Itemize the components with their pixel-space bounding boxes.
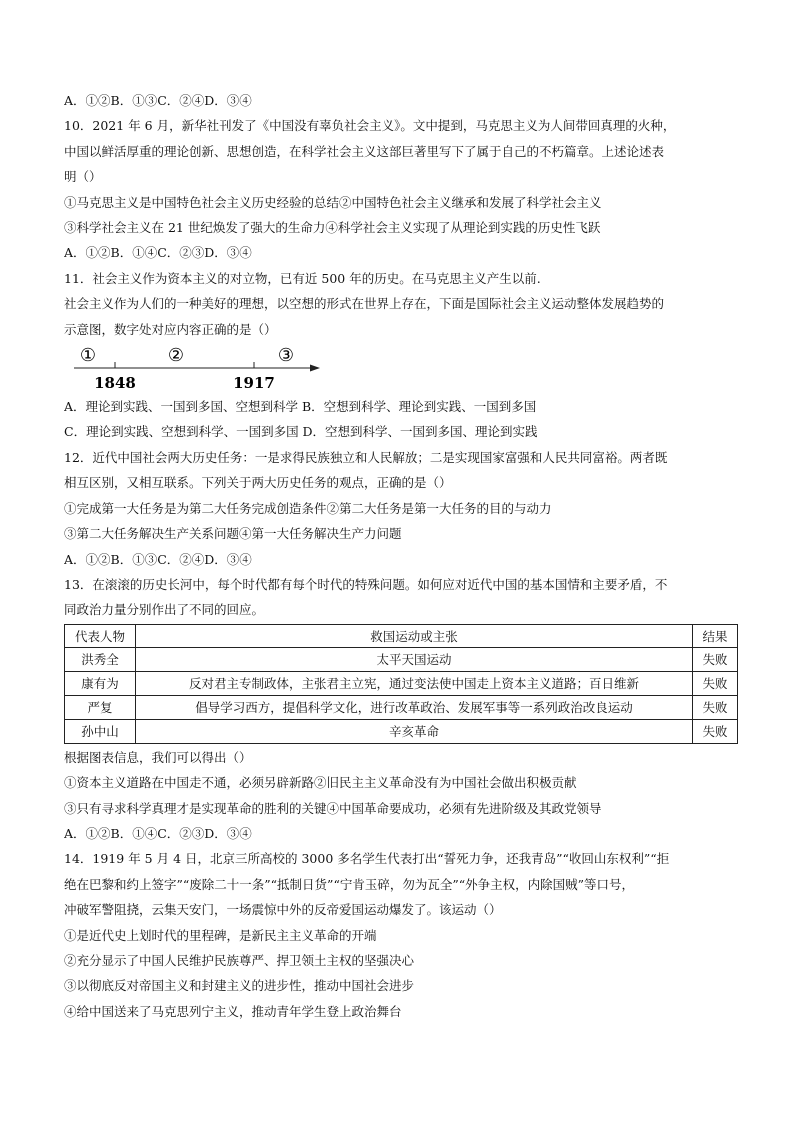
text-line: ③以彻底反对帝国主义和封建主义的进步性，推动中国社会进步 [64, 978, 415, 994]
table-header-cell: 结果 [693, 624, 738, 647]
table-cell: 洪秀全 [65, 647, 136, 671]
text-line: 13．在滚滚的历史长河中，每个时代都有每个时代的特殊问题。如何应对近代中国的基本国情和主要矛盾，不 [64, 576, 668, 592]
table-cell: 康有为 [65, 671, 136, 695]
history-table [64, 624, 738, 744]
table-row [65, 671, 738, 695]
text-line: 绝在巴黎和约上签字”“废除二十一条”“抵制日货”“宁肯玉碎，勿为瓦全”“外争主权，内除国贼”等口号， [64, 876, 635, 892]
table-cell: 孙中山 [65, 719, 136, 743]
table-row [65, 695, 738, 719]
text-line: 冲破军警阻挠，云集天安门，一场震惊中外的反帝爱国运动爆发了。该运动（） [64, 902, 502, 918]
table-header-cell: 救国运动或主张 [136, 624, 693, 647]
table-cell: 太平天国运动 [136, 647, 693, 671]
text-line: ①马克思主义是中国特色社会主义历史经验的总结②中国特色社会主义继承和发展了科学社会主义 [64, 194, 602, 210]
text-line: 中国以鲜活厚重的理论创新、思想创造，在科学社会主义这部巨著里写下了属于自己的不朽篇章。上述论述表 [64, 143, 665, 159]
text-line: ①完成第一大任务是为第二大任务完成创造条件②第二大任务是第一大任务的目的与动力 [64, 500, 552, 516]
text-line: A．①②B．①④C．②③D．③④ [64, 245, 252, 261]
timeline-arrowhead [310, 365, 320, 372]
timeline-marker-1: ① [79, 345, 97, 367]
text-line: 14．1919 年 5 月 4 日，北京三所高校的 3000 多名学生代表打出“誓死力争，还我青岛”“收回山东权利”“拒 [64, 851, 670, 867]
timeline-diagram [64, 342, 738, 394]
text-line: ④给中国送来了马克思列宁主义，推动青年学生登上政治舞台 [64, 1003, 402, 1019]
table-cell: 失败 [693, 695, 738, 719]
table-cell: 严复 [65, 695, 136, 719]
text-line: 相互区别，又相互联系。下列关于两大历史任务的观点，正确的是（） [64, 475, 452, 491]
text-block-top [64, 88, 738, 342]
timeline-marker-3: ③ [277, 345, 295, 367]
text-block-mid [64, 394, 738, 623]
text-line: A．理论到实践、一国到多国、空想到科学 B．空想到科学、理论到实践、一国到多国 [64, 399, 537, 415]
text-line: C．理论到实践、空想到科学、一国到多国 D．空想到科学、一国到多国、理论到实践 [64, 424, 538, 440]
text-line: 11．社会主义作为资本主义的对立物，已有近 500 年的历史。在马克思主义产生以前. [64, 270, 541, 286]
text-line: 同政治力量分别作出了不同的回应。 [64, 602, 265, 618]
table-header-cell: 代表人物 [65, 624, 136, 647]
timeline-svg [74, 342, 324, 394]
text-block-bottom [64, 745, 738, 1024]
text-line: ①资本主义道路在中国走不通，必须另辟新路②旧民主主义革命没有为中国社会做出积极贡献 [64, 775, 577, 791]
table-header-row [65, 624, 738, 647]
text-line: 明（） [64, 169, 102, 185]
text-line: ③只有寻求科学真理才是实现革命的胜利的关键④中国革命要成功，必须有先进阶级及其政党领导 [64, 800, 602, 816]
text-line: 10．2021 年 6 月，新华社刊发了《中国没有辜负社会主义》。文中提到，马克思主义为人间带回真理的火种， [64, 118, 676, 134]
text-line: ②充分显示了中国人民维护民族尊严、捍卫领土主权的坚强决心 [64, 952, 415, 968]
text-line: A．①②B．①④C．②③D．③④ [64, 825, 252, 841]
text-line: 社会主义作为人们的一种美好的理想，以空想的形式在世界上存在，下面是国际社会主义运动整体发展趋势的 [64, 296, 665, 312]
timeline-marker-2: ② [167, 345, 185, 367]
text-line: 12．近代中国社会两大历史任务：一是求得民族独立和人民解放；二是实现国家富强和人民共同富裕。两者既 [64, 449, 668, 465]
text-line: 根据图表信息，我们可以得出（） [64, 749, 252, 765]
table-cell: 失败 [693, 647, 738, 671]
timeline-year-1917: 1917 [233, 374, 275, 393]
table-cell: 失败 [693, 719, 738, 743]
table-cell: 失败 [693, 671, 738, 695]
table-row [65, 647, 738, 671]
text-line: ③科学社会主义在 21 世纪焕发了强大的生命力④科学社会主义实现了从理论到实践的历史性飞跃 [64, 220, 601, 236]
text-line: ③第二大任务解决生产关系问题④第一大任务解决生产力问题 [64, 526, 402, 542]
text-line: A．①②B．①③C．②④D．③④ [64, 551, 252, 567]
text-line: A．①②B．①③C．②④D．③④ [64, 93, 252, 108]
table-cell: 辛亥革命 [136, 719, 693, 743]
table-cell: 反对君主专制政体，主张君主立宪，通过变法使中国走上资本主义道路；百日维新 [136, 671, 693, 695]
table-cell: 倡导学习西方，提倡科学文化，进行改革政治、发展军事等一系列政治改良运动 [136, 695, 693, 719]
text-line: ①是近代史上划时代的里程碑，是新民主主义革命的开端 [64, 927, 377, 943]
table-row [65, 719, 738, 743]
exam-page [64, 88, 738, 1024]
timeline-year-1848: 1848 [94, 374, 136, 393]
text-line: 示意图，数字处对应内容正确的是（） [64, 321, 277, 337]
